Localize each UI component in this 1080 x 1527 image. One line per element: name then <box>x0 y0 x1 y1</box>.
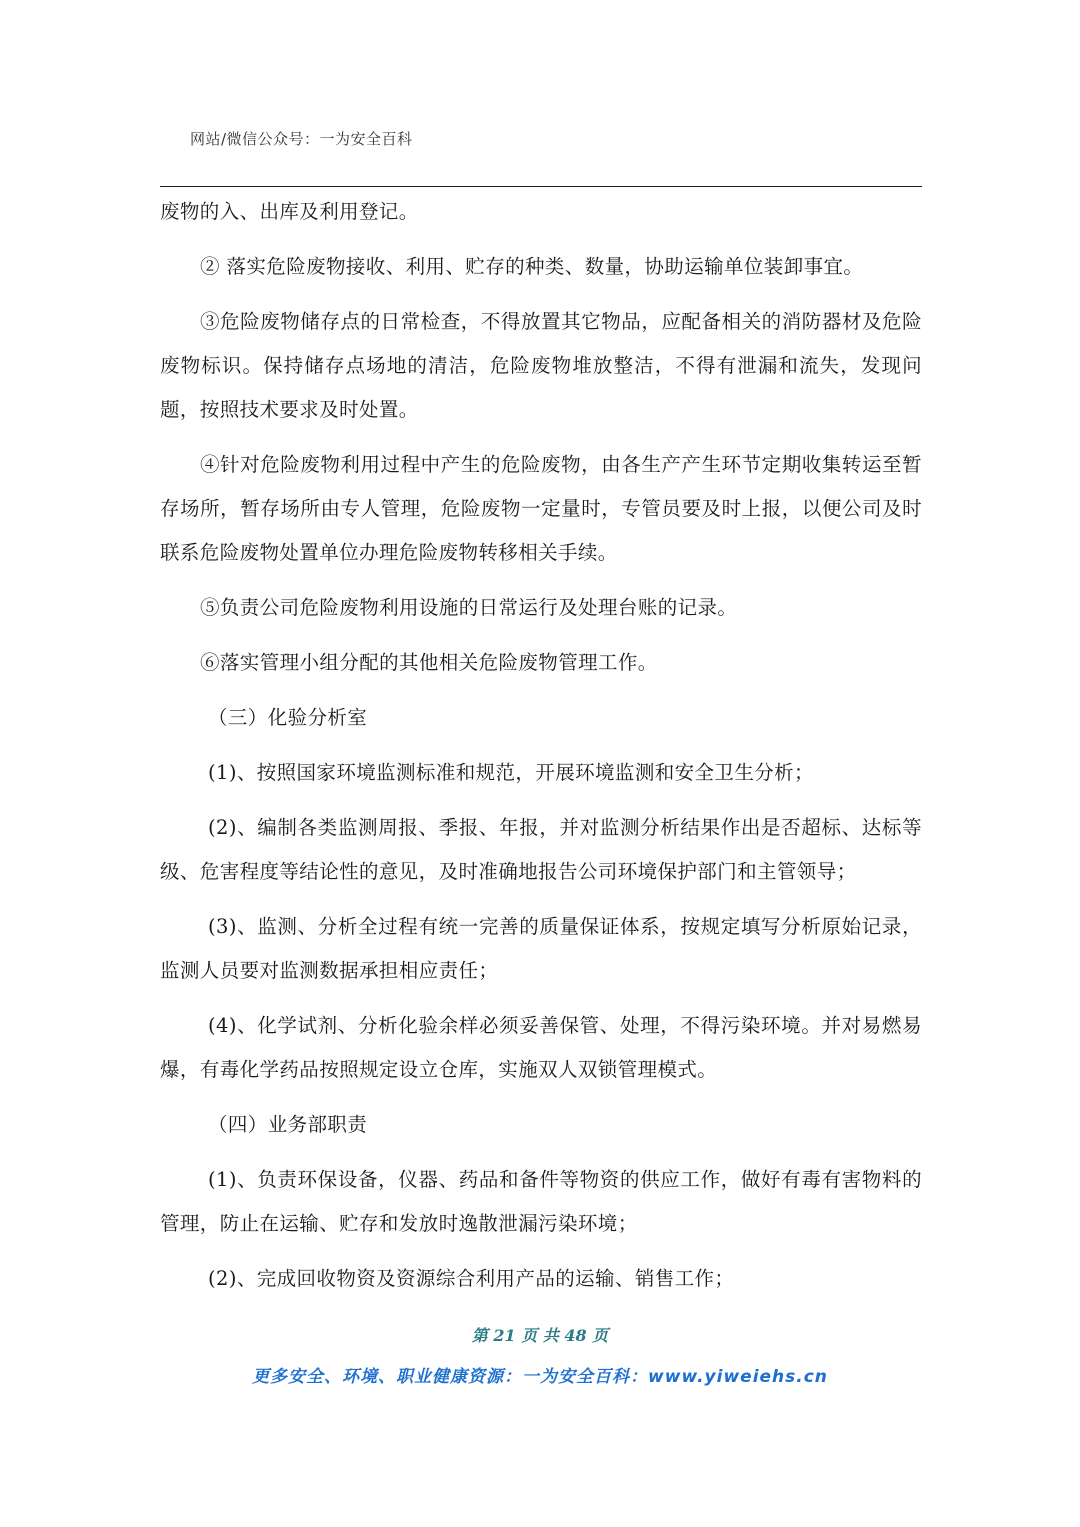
paragraph: (4)、化学试剂、分析化验余样必须妥善保管、处理，不得污染环境。并对易燃易爆，有毒化学药品按照规定设立仓库，实施双人双锁管理模式。 <box>160 1014 922 1081</box>
paragraph: (3)、监测、分析全过程有统一完善的质量保证体系，按规定填写分析原始记录，监测人员要对监测数据承担相应责任； <box>160 915 922 982</box>
page-number: 第 21 页 共 48 页 <box>471 1326 609 1345</box>
paragraph: ② 落实危险废物接收、利用、贮存的种类、数量，协助运输单位装卸事宜。 <box>200 255 864 278</box>
paragraph: ③危险废物储存点的日常检查，不得放置其它物品，应配备相关的消防器材及危险废物标识。保持储存点场地的清洁，危险废物堆放整洁，不得有泄漏和流失，发现问题，按照技术要求及时处置。 <box>160 310 922 421</box>
paragraph: ④针对危险废物利用过程中产生的危险废物，由各生产产生环节定期收集转运至暂存场所，暂存场所由专人管理，危险废物一定量时，专管员要及时上报，以便公司及时联系危险废物处置单位办理危险废物转移相关手续。 <box>160 453 922 564</box>
paragraph: 废物的入、出库及利用登记。 <box>160 200 419 223</box>
section-heading: （四）业务部职责 <box>208 1113 368 1136</box>
paragraph: (1)、负责环保设备，仪器、药品和备件等物资的供应工作，做好有毒有害物料的管理，防止在运输、贮存和发放时逸散泄漏污染环境； <box>160 1168 922 1235</box>
paragraph: (2)、完成回收物资及资源综合利用产品的运输、销售工作； <box>208 1267 735 1290</box>
paragraph: ⑤负责公司危险废物利用设施的日常运行及处理台账的记录。 <box>200 596 738 619</box>
header-divider <box>160 186 922 187</box>
document-body <box>160 190 922 1312</box>
section-heading: （三）化验分析室 <box>208 706 368 729</box>
paragraph: (1)、按照国家环境监测标准和规范，开展环境监测和安全卫生分析； <box>208 761 814 784</box>
footer-ad-text: 更多安全、环境、职业健康资源：一为安全百科：www.yiweiehs.cn <box>252 1367 828 1387</box>
header-site-label: 网站/微信公众号：一为安全百科 <box>190 130 413 148</box>
paragraph: ⑥落实管理小组分配的其他相关危险废物管理工作。 <box>200 651 658 674</box>
paragraph: (2)、编制各类监测周报、季报、年报，并对监测分析结果作出是否超标、达标等级、危害程度等结论性的意见，及时准确地报告公司环境保护部门和主管领导； <box>160 816 922 883</box>
